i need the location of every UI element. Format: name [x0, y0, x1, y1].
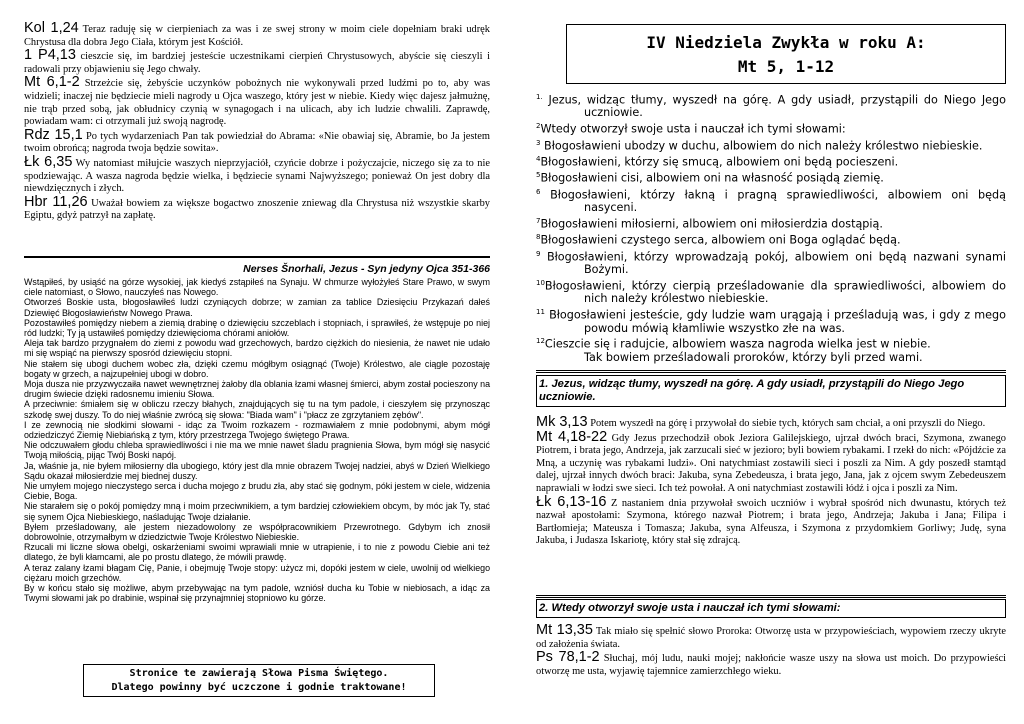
verse-number: 7 [536, 217, 541, 226]
commentary-paragraph: Byłem prześladowany, ale jestem niezadowolony ze współpracownikiem Przewrotnego. Gdybym ich znosił dobrowolnie, otrzymałbym w dziedzictwie Twoje Królestwo Niebieskie. [24, 521, 490, 543]
commentary-paragraph: I ze zewnocią nie słodkimi słowami - idąc za Twoim rozkazem - rozmawiałem z mnie podobnymi, abym mógł odziedziczyć Ziemię Niebiańską z tym, który przestrzega Twojego świętego Prawa. [24, 419, 490, 441]
verse-ref: Hbr 11,26 [24, 193, 88, 210]
commentary-paragraph: By w końcu stało się możliwe, abym przebywając na tym padole, wzniósł ducha ku Tobie w niebiosach, a idąc za Twymi słowami jak po drabinie, wspinał się przynajmniej stopniowo ku górze. [24, 583, 490, 604]
verse-ref: Kol 1,24 [24, 20, 79, 36]
section-title: 1. Jezus, widząc tłumy, wyszedł na górę. A gdy usiadł, przystąpili do Niego Jego uczniowie. [536, 375, 1006, 407]
verse-ref: Mt 13,35 [536, 622, 593, 638]
verse-text: Błogosławieni czystego serca, albowiem oni Boga oglądać będą. [540, 234, 901, 248]
verse-number: 3 [536, 138, 541, 147]
verse-lk [24, 153, 490, 196]
section1-verses [536, 416, 1006, 548]
verse-number: 9 [536, 249, 541, 258]
verse-ref: Mk 3,13 [536, 414, 588, 430]
verse-mt-4 [536, 428, 1006, 496]
page-title [566, 24, 1006, 84]
verse-text: Jezus, widząc tłumy, wyszedł na górę. A gdy usiadł, przystąpili do Niego Jego uczniowie. [548, 93, 1006, 120]
verse-number: 12 [536, 337, 545, 346]
title-line: IV Niedziela Zwykła w roku A: [646, 33, 926, 52]
verse-text: Błogosławieni miłosierni, albowiem oni miłosierdzia dostąpią. [540, 217, 883, 231]
gospel-continuation: Tak bowiem prześladowali proroków, którzy byli przed wami. [584, 350, 923, 364]
verse-text: Błogosławieni, którzy cierpią prześladowanie dla sprawiedliwości, albowiem do nich należy królestwo niebieskie. [544, 279, 1006, 306]
gospel-verse [536, 137, 1006, 153]
commentary-paragraph: Ja, właśnie ja, nie byłem miłosierny dla ubogiego, który jest dla mnie obrazem Twojej nadziei, abyś w Dzień Wielkiego Sądu okazał miłosierdzie mej biednej duszy. [24, 460, 490, 481]
gospel-text [536, 91, 1006, 364]
commentary-paragraph: Wstąpiłeś, by usiąść na górze wysokiej, jak kiedyś zstąpiłeś na Synaju. W chmurze wyłożyłeś Stare Prawo, w swym ciele natomiast, o Słowo, nauczyłeś nas Nowego. [24, 277, 490, 298]
verse-ref: Ps 78,1-2 [536, 649, 600, 666]
commentary-paragraph: Otworześ Boskie usta, błogosławiłeś ludzi czyniących dobrze; w zamian za tablice Dziesięciu Przykazań dałeś Dziewięć Błogosławieństw Nowego Prawa. [24, 297, 490, 318]
verse-ref: Łk 6,35 [24, 153, 73, 170]
verse-text: Gdy Jezus przechodził obok Jeziora Galilejskiego, ujrzał dwóch braci, Szymona, zwanego Piotrem, i brata jego, Andrzeja, jak zarzucali sieć w jezioro; byli bowiem rybakami. I rzekł do nich: «Pójdźcie za Mną, a uczynię was rybakami ludzi». Oni natychmiast zostawili sieci i poszli za Nim. A gdy poszedł stamtąd dalej, ujrzał innych dwóch braci: Jakuba, syna Zebedeusza, i brata jego, Jana, jak z ojcem swym Zebedeuszem naprawiali w łodzi swe sieci. Ich też powołał. A oni natychmiast zostawili łódź i ojca i poszli za Nim. [536, 432, 1006, 494]
verse-ps [536, 651, 1006, 678]
commentary [24, 277, 490, 604]
commentary-paragraph: Pozostawiłeś pomiędzy niebem a ziemią drabinę o dziewięciu szczeblach i stopniach, i sprawiłeś, że wstępuje po niej ród ludzki; Ty ją ustawiłeś pomiędzy dziewięcioma chórami aniołów. [24, 317, 490, 339]
verse-rdz [24, 126, 490, 156]
verse-text: Błogosławieni, którzy wprowadzają pokój, albowiem oni będą nazwani synami Bożymi. [546, 250, 1006, 277]
verse-text: Po tych wydarzeniach Pan tak powiedział do Abrama: «Nie obawiaj się, Abramie, bo Ja jestem twoim obrońcą; nagroda twoja będzie sowita». [24, 130, 490, 155]
gospel-verse [536, 186, 1006, 215]
verse-number: 10 [536, 279, 545, 288]
verse-text: cieszcie się, im bardziej jesteście uczestnikami cierpień Chrystusowych, abyście się cieszyli i radowali przy objawieniu się Jego chwały. [24, 51, 490, 75]
commentary-paragraph: Nie starałem się o pokój pomiędzy mną i moim przeciwnikiem, a tym bardziej człowiekiem obcym, by móc jak Ty, stać się synem Ojca Niebieskiego, naśladując Twoje działanie. [24, 501, 490, 522]
gospel-verse [536, 231, 1006, 247]
gospel-verse [536, 306, 1006, 335]
verse-kol [24, 22, 490, 49]
gospel-verse [536, 153, 1006, 169]
verse-1p [24, 49, 490, 76]
gospel-verse [536, 335, 1006, 351]
title-line: Mt 5, 1-12 [737, 57, 835, 76]
verse-number: 5 [536, 171, 541, 180]
verse-ref: Mt 6,1-2 [24, 74, 80, 91]
verse-text: Z nastaniem dnia przywołał swoich uczniów i wybrał spośród nich dwunastu, których też nazwał apostołami: Szymona, którego nazwał Piotrem; i brata jego, Andrzeja; Jakuba i Jana; Filipa i Bartłomieja; Mateusza i Tomasza; Jakuba, syna Alfeusza, i Szymona z przydomkiem Gorliwy; Judę, syna Jakuba, i Judasza Iskariotę, który stał się zdrajcą. [536, 497, 1006, 547]
commentary-paragraph: Moja dusza nie przyzwyczaiła nawet wewnętrznej żałoby dla oblania łzami własnej śmierci, abym został pocieszony na drugim świecie dzięki radosnemu imieniu Słowa. [24, 379, 490, 400]
commentary-paragraph: A przeciwnie: śmiałem się w obliczu rzeczy błahych, znajdujących się tu na tym padole, i cieszyłem się przynosząc szkodę swej duszy. To do niej właśnie zwrócą się słowa: "Biada wam" i "płacz ze zgrzytaniem zębów". [24, 399, 490, 420]
verse-ref: Mt 4,18-22 [536, 428, 608, 445]
section-title: 2. Wtedy otworzył swoje usta i nauczał ich tymi słowami: [536, 599, 1006, 618]
footer-line: Dlatego powinny być uczczone i godnie traktowane! [111, 682, 407, 693]
verse-text: Błogosławieni, którzy łakną i pragną sprawiedliwości, albowiem oni będą nasyceni. [550, 188, 1006, 215]
divider [536, 595, 1006, 598]
verse-number: 11 [536, 308, 545, 317]
left-column [24, 22, 490, 223]
verse-text: Błogosławieni ubodzy w duchu, albowiem do nich należy królestwo niebieskie. [544, 139, 983, 153]
verse-number: 8 [536, 233, 541, 242]
section2-verses [536, 624, 1006, 678]
verse-text: Strzeżcie się, żebyście uczynków pobożnych nie wykonywali przed ludźmi po to, aby was widzieli; inaczej nie będziecie mieli nagrody u Ojca waszego, który jest w niebie. Kiedy więc dajesz jałmużnę, nie trąb przed sobą, jak obłudnicy czynią w synagogach i na ulicach, aby ich ludzie chwalili. Zaprawdę, powiadam wam: ci otrzymali już swoją nagrodę. [24, 78, 490, 128]
verse-ref: Rdz 15,1 [24, 126, 83, 143]
gospel-verse [536, 120, 1006, 136]
verse-mt-6 [24, 76, 490, 128]
gospel-verse [536, 169, 1006, 185]
gospel-verse [536, 248, 1006, 277]
verse-mt-13 [536, 624, 1006, 651]
commentary-paragraph: Nie stałem się ubogi duchem wobec zła, dzięki czemu mógłbym osiągnąć (Twoje) Królestwo, ale ciągle pozostaję bogaty w grzech, a najzupełniej ubogi w dobro. [24, 358, 490, 379]
verse-text: Teraz raduję się w cierpieniach za was i ze swej strony w moim ciele dopełniam braki udręk Chrystusa dla dobra Jego Ciała, którym jest Kościół. [24, 24, 490, 48]
divider [536, 370, 1006, 373]
divider [24, 256, 490, 258]
verse-text: Tak miało się spełnić słowo Proroka: Otworzę usta w przypowieściach, wypowiem rzeczy ukryte od założenia świata. [536, 626, 1006, 650]
gospel-verse [536, 215, 1006, 231]
verse-text: Słuchaj, mój ludu, nauki mojej; nakłońcie wasze uszy na słowa ust moich. Do przypowieści otworzę me usta, wyjawię tajemnice zamierzchłego wieku. [536, 653, 1006, 677]
verse-number: 2 [536, 122, 541, 131]
footer-notice [83, 664, 435, 697]
verse-lk-6 [536, 493, 1006, 548]
verse-number: 6 [536, 187, 541, 196]
commentary-paragraph: Aleja tak bardzo przygnałem do ziemi z powodu wad grzechowych, bardzo ciężkich do niesienia, że nawet nie udało mi się wspiąć na pierwszy sposród dziewięciu stopni. [24, 338, 490, 359]
verse-number: 1. [536, 93, 543, 101]
commentary-paragraph: Nie umyłem mojego nieczystego serca i ducha mojego z brudu zła, aby stać się godnym, póki jestem w ciele, widzenia Ciebie, Boga. [24, 481, 490, 502]
verse-text: Błogosławieni jesteście, gdy ludzie wam urągają i prześladują was, i gdy z mego powodu mówią kłamliwie wszystko złe na was. [549, 308, 1006, 335]
verse-text: Błogosławieni, którzy się smucą, albowiem oni będą pocieszeni. [540, 155, 899, 169]
commentary-paragraph: Rzucali mi liczne słowa obelgi, oskarżeniami swoimi wprawiali mnie w utrapienie, i to nie z powodu Ciebie ani też dlatego, że byli kłamcami, ale po prostu dlatego, że mówili prawdę. [24, 542, 490, 563]
footer-line: Stronice te zawierają Słowa Pisma Świętego. [129, 668, 389, 679]
verse-number: 4 [536, 155, 541, 164]
verse-text: Potem wyszedł na górę i przywołał do siebie tych, których sam chciał, a oni przyszli do Niego. [590, 418, 986, 429]
commentary-title: Nerses Šnorhali, Jezus - Syn jedyny Ojca 351-366 [243, 263, 490, 275]
verse-ref: Łk 6,13-16 [536, 493, 607, 510]
verse-text: Wy natomiast miłujcie waszych nieprzyjaciół, czyńcie dobrze i pożyczajcie, niczego się za to nie spodziewając. A wasza nagroda będzie wielka, i będziecie synami Najwyższego; ponieważ On jest dobry dla niewdzięcznych i złych. [24, 157, 490, 195]
verse-text: Wtedy otworzył swoje usta i nauczał ich tymi słowami: [540, 122, 846, 136]
verse-text: Cieszcie się i radujcie, albowiem wasza nagroda wielka jest w niebie. [544, 338, 931, 352]
verse-ref: 1 P4,13 [24, 47, 76, 64]
verse-text: Uważał bowiem za większe bogactwo znoszenie zniewag dla Chrystusa niż wszystkie skarby Egiptu, gdyż patrzył na zapłatę. [24, 197, 490, 222]
gospel-verse [536, 277, 1006, 306]
verse-hbr [24, 193, 490, 223]
commentary-paragraph: Nie odczuwałem głodu chleba sprawiedliwości i nie ma we mnie nawet śladu pragnienia Słowa, bym mógł się nasycić Twoją miłością, pijąc Twój Boski napój. [24, 440, 490, 461]
verse-text: Błogosławieni cisi, albowiem oni na własność posiądą ziemię. [540, 172, 884, 186]
gospel-verse [536, 91, 1006, 120]
commentary-paragraph: A teraz zalany łzami błagam Cię, Panie, i obejmuję Twoje stopy: użycz mi, dopóki jestem w ciele, uwolnij od wielkiego ciężaru moich grzechów. [24, 562, 490, 583]
